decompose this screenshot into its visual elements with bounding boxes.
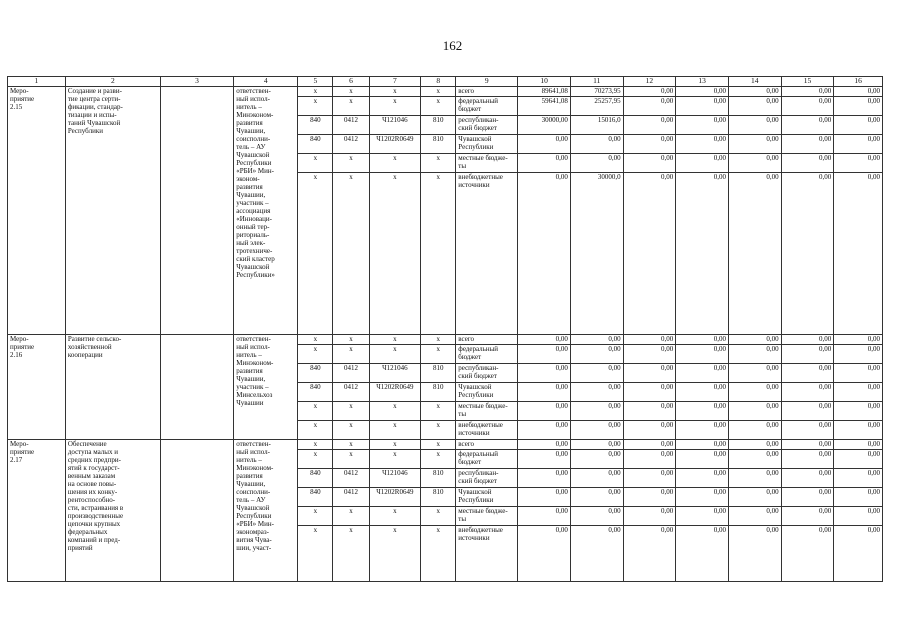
- funding-source: всего: [456, 87, 518, 97]
- amount-cell: 0,00: [623, 364, 676, 383]
- col-header: 1: [8, 77, 66, 87]
- activity-number: Меро- приятие 2.15: [8, 87, 66, 335]
- activity-name: Обеспечение доступа малых и средних предпри- ятий к государст- венным заказам на основе повы- шения их конку- рентоспособно- сти, встраивания в производственные цепочки крупных федеральных компаний и пред- приятий: [65, 440, 160, 582]
- amount-cell: 0,00: [834, 421, 883, 440]
- amount-cell: 0,00: [623, 173, 676, 335]
- col-header: 10: [518, 77, 571, 87]
- budget-code: x: [421, 335, 456, 345]
- amount-cell: 0,00: [518, 364, 571, 383]
- amount-cell: 0,00: [834, 450, 883, 469]
- amount-cell: 70273,95: [570, 87, 623, 97]
- amount-cell: 0,00: [518, 526, 571, 582]
- budget-code: x: [421, 402, 456, 421]
- amount-cell: 0,00: [570, 488, 623, 507]
- budget-code: x: [421, 97, 456, 116]
- subprogram-cell: [160, 440, 233, 582]
- amount-cell: 0,00: [781, 87, 834, 97]
- amount-cell: 0,00: [570, 507, 623, 526]
- col-header: 7: [369, 77, 421, 87]
- funding-source: местные бюдже- ты: [456, 154, 518, 173]
- amount-cell: 0,00: [570, 383, 623, 402]
- amount-cell: 0,00: [728, 526, 781, 582]
- amount-cell: 0,00: [623, 421, 676, 440]
- budget-code: x: [421, 450, 456, 469]
- amount-cell: 0,00: [623, 402, 676, 421]
- budget-code: 840: [298, 116, 333, 135]
- amount-cell: 0,00: [518, 154, 571, 173]
- amount-cell: 0,00: [728, 488, 781, 507]
- amount-cell: 0,00: [623, 469, 676, 488]
- amount-cell: 0,00: [518, 507, 571, 526]
- funding-source: Чувашской Республики: [456, 383, 518, 402]
- amount-cell: 0,00: [570, 364, 623, 383]
- funding-source: республикан- ский бюджет: [456, 364, 518, 383]
- amount-cell: 0,00: [676, 154, 729, 173]
- amount-cell: 89641,08: [518, 87, 571, 97]
- amount-cell: 0,00: [728, 335, 781, 345]
- funding-source: Чувашской Республики: [456, 135, 518, 154]
- budget-code: x: [298, 87, 333, 97]
- amount-cell: 0,00: [570, 335, 623, 345]
- amount-cell: 15016,0: [570, 116, 623, 135]
- amount-cell: 0,00: [728, 87, 781, 97]
- budget-code: Ч121046: [369, 116, 421, 135]
- amount-cell: 0,00: [623, 507, 676, 526]
- amount-cell: 0,00: [623, 488, 676, 507]
- amount-cell: 0,00: [676, 440, 729, 450]
- budget-code: x: [333, 507, 369, 526]
- budget-code: x: [298, 507, 333, 526]
- budget-code: x: [369, 402, 421, 421]
- col-header: 4: [234, 77, 298, 87]
- amount-cell: 0,00: [676, 135, 729, 154]
- table-row: [8, 440, 883, 450]
- amount-cell: 0,00: [623, 383, 676, 402]
- budget-code: x: [369, 87, 421, 97]
- budget-code: x: [333, 335, 369, 345]
- amount-cell: 0,00: [570, 469, 623, 488]
- activity-name: Развитие сельско- хозяйственной кооперации: [65, 335, 160, 440]
- amount-cell: 0,00: [781, 154, 834, 173]
- amount-cell: 0,00: [518, 469, 571, 488]
- amount-cell: 0,00: [781, 335, 834, 345]
- budget-code: 840: [298, 383, 333, 402]
- budget-code: 840: [298, 488, 333, 507]
- budget-code: x: [298, 440, 333, 450]
- amount-cell: 0,00: [781, 450, 834, 469]
- amount-cell: 0,00: [623, 97, 676, 116]
- amount-cell: 0,00: [728, 116, 781, 135]
- budget-code: x: [333, 87, 369, 97]
- budget-code: x: [298, 345, 333, 364]
- budget-code: x: [333, 154, 369, 173]
- budget-code: x: [421, 87, 456, 97]
- amount-cell: 0,00: [781, 173, 834, 335]
- amount-cell: 0,00: [518, 383, 571, 402]
- amount-cell: 0,00: [728, 97, 781, 116]
- amount-cell: 0,00: [834, 364, 883, 383]
- budget-code: x: [369, 335, 421, 345]
- funding-source: местные бюдже- ты: [456, 402, 518, 421]
- budget-code: 840: [298, 469, 333, 488]
- amount-cell: 0,00: [781, 440, 834, 450]
- funding-source: республикан- ский бюджет: [456, 469, 518, 488]
- budget-code: 810: [421, 488, 456, 507]
- amount-cell: 0,00: [676, 450, 729, 469]
- budget-code: x: [298, 421, 333, 440]
- budget-code: x: [421, 440, 456, 450]
- funding-source: федеральный бюджет: [456, 345, 518, 364]
- col-header: 11: [570, 77, 623, 87]
- amount-cell: 0,00: [570, 421, 623, 440]
- amount-cell: 0,00: [834, 116, 883, 135]
- budget-code: x: [333, 440, 369, 450]
- amount-cell: 0,00: [834, 507, 883, 526]
- amount-cell: 0,00: [676, 116, 729, 135]
- budget-code: x: [369, 507, 421, 526]
- col-header: 12: [623, 77, 676, 87]
- amount-cell: 0,00: [781, 345, 834, 364]
- amount-cell: 0,00: [518, 173, 571, 335]
- budget-code: x: [369, 440, 421, 450]
- budget-code: 0412: [333, 383, 369, 402]
- budget-code: Ч1202R0649: [369, 383, 421, 402]
- budget-code: 0412: [333, 488, 369, 507]
- amount-cell: 0,00: [781, 116, 834, 135]
- col-header: 2: [65, 77, 160, 87]
- amount-cell: 0,00: [570, 402, 623, 421]
- amount-cell: 0,00: [518, 440, 571, 450]
- amount-cell: 0,00: [623, 87, 676, 97]
- budget-code: 810: [421, 116, 456, 135]
- amount-cell: 0,00: [728, 364, 781, 383]
- col-header: 8: [421, 77, 456, 87]
- budget-code: x: [298, 97, 333, 116]
- amount-cell: 0,00: [834, 97, 883, 116]
- amount-cell: 0,00: [676, 335, 729, 345]
- amount-cell: 0,00: [728, 421, 781, 440]
- budget-code: x: [298, 450, 333, 469]
- budget-code: x: [333, 526, 369, 582]
- amount-cell: 0,00: [834, 440, 883, 450]
- table-row: [8, 87, 883, 97]
- budget-code: x: [298, 173, 333, 335]
- budget-table: [7, 76, 883, 582]
- amount-cell: 0,00: [728, 383, 781, 402]
- amount-cell: 0,00: [834, 345, 883, 364]
- budget-code: 0412: [333, 469, 369, 488]
- budget-code: 0412: [333, 116, 369, 135]
- amount-cell: 0,00: [623, 450, 676, 469]
- amount-cell: 0,00: [834, 335, 883, 345]
- budget-code: x: [421, 345, 456, 364]
- amount-cell: 0,00: [728, 402, 781, 421]
- budget-code: x: [369, 173, 421, 335]
- funding-source: местные бюдже- ты: [456, 507, 518, 526]
- amount-cell: 0,00: [676, 402, 729, 421]
- budget-code: Ч121046: [369, 364, 421, 383]
- amount-cell: 0,00: [676, 173, 729, 335]
- budget-code: x: [421, 526, 456, 582]
- amount-cell: 0,00: [834, 383, 883, 402]
- budget-code: x: [369, 450, 421, 469]
- amount-cell: 0,00: [676, 383, 729, 402]
- budget-code: x: [421, 173, 456, 335]
- amount-cell: 0,00: [676, 345, 729, 364]
- col-header: 13: [676, 77, 729, 87]
- amount-cell: 0,00: [518, 421, 571, 440]
- amount-cell: 0,00: [781, 97, 834, 116]
- amount-cell: 0,00: [518, 335, 571, 345]
- budget-code: x: [369, 526, 421, 582]
- executor-cell: ответствен- ный испол- нитель – Минэконом- развития Чувашии, участник – Минсельхоз Чувашии: [234, 335, 298, 440]
- amount-cell: 0,00: [834, 469, 883, 488]
- amount-cell: 0,00: [570, 154, 623, 173]
- funding-source: всего: [456, 335, 518, 345]
- activity-name: Создание и разви- тие центра серти- фикации, стандар- тизации и испы- таний Чувашской Республики: [65, 87, 160, 335]
- amount-cell: 0,00: [834, 173, 883, 335]
- amount-cell: 0,00: [518, 345, 571, 364]
- budget-code: x: [298, 335, 333, 345]
- amount-cell: 0,00: [623, 135, 676, 154]
- budget-code: x: [333, 97, 369, 116]
- col-header: 15: [781, 77, 834, 87]
- budget-code: 840: [298, 364, 333, 383]
- amount-cell: 30000,0: [570, 173, 623, 335]
- amount-cell: 0,00: [518, 488, 571, 507]
- budget-code: 810: [421, 364, 456, 383]
- col-header: 3: [160, 77, 233, 87]
- budget-code: x: [298, 526, 333, 582]
- budget-code: x: [421, 421, 456, 440]
- budget-code: 0412: [333, 135, 369, 154]
- col-header: 5: [298, 77, 333, 87]
- activity-number: Меро- приятие 2.16: [8, 335, 66, 440]
- amount-cell: 0,00: [518, 402, 571, 421]
- funding-source: федеральный бюджет: [456, 97, 518, 116]
- amount-cell: 0,00: [728, 450, 781, 469]
- amount-cell: 0,00: [834, 154, 883, 173]
- amount-cell: 0,00: [623, 335, 676, 345]
- amount-cell: 0,00: [728, 345, 781, 364]
- amount-cell: 0,00: [781, 402, 834, 421]
- budget-code: x: [421, 507, 456, 526]
- amount-cell: 0,00: [676, 97, 729, 116]
- amount-cell: 0,00: [623, 345, 676, 364]
- amount-cell: 0,00: [834, 402, 883, 421]
- budget-code: Ч1202R0649: [369, 135, 421, 154]
- budget-code: Ч1202R0649: [369, 488, 421, 507]
- budget-code: x: [333, 450, 369, 469]
- amount-cell: 0,00: [676, 507, 729, 526]
- amount-cell: 30000,00: [518, 116, 571, 135]
- amount-cell: 0,00: [781, 469, 834, 488]
- amount-cell: 0,00: [518, 135, 571, 154]
- subprogram-cell: [160, 335, 233, 440]
- amount-cell: 0,00: [781, 383, 834, 402]
- budget-code: 810: [421, 469, 456, 488]
- amount-cell: 0,00: [781, 488, 834, 507]
- budget-code: 810: [421, 135, 456, 154]
- amount-cell: 0,00: [728, 507, 781, 526]
- amount-cell: 0,00: [781, 421, 834, 440]
- amount-cell: 0,00: [728, 173, 781, 335]
- amount-cell: 0,00: [570, 526, 623, 582]
- col-header: 6: [333, 77, 369, 87]
- amount-cell: 0,00: [834, 87, 883, 97]
- budget-code: x: [333, 173, 369, 335]
- amount-cell: 0,00: [676, 364, 729, 383]
- amount-cell: 0,00: [623, 440, 676, 450]
- funding-source: внебюджетные источники: [456, 526, 518, 582]
- budget-code: x: [298, 402, 333, 421]
- amount-cell: 0,00: [728, 135, 781, 154]
- budget-code: x: [369, 345, 421, 364]
- budget-code: x: [369, 154, 421, 173]
- executor-cell: ответствен- ный испол- нитель – Минэконом- развития Чувашии, соисполни- тель – АУ Чувашской Республики «РБИ» Мин- эконом- развития Чувашии, участник – ассоциация «Инноваци- онный тер- риториаль- ный элек- тротехниче- ский кластер Чувашской Республики»: [234, 87, 298, 335]
- amount-cell: 0,00: [623, 526, 676, 582]
- amount-cell: 59641,08: [518, 97, 571, 116]
- amount-cell: 25257,95: [570, 97, 623, 116]
- amount-cell: 0,00: [676, 87, 729, 97]
- budget-code: 0412: [333, 364, 369, 383]
- amount-cell: 0,00: [834, 488, 883, 507]
- funding-source: республикан- ский бюджет: [456, 116, 518, 135]
- funding-source: внебюджетные источники: [456, 173, 518, 335]
- budget-code: x: [369, 421, 421, 440]
- header-row: [8, 77, 883, 87]
- amount-cell: 0,00: [570, 440, 623, 450]
- funding-source: Чувашской Республики: [456, 488, 518, 507]
- amount-cell: 0,00: [728, 469, 781, 488]
- funding-source: внебюджетные источники: [456, 421, 518, 440]
- amount-cell: 0,00: [570, 450, 623, 469]
- amount-cell: 0,00: [676, 469, 729, 488]
- subprogram-cell: [160, 87, 233, 335]
- amount-cell: 0,00: [518, 450, 571, 469]
- amount-cell: 0,00: [781, 507, 834, 526]
- amount-cell: 0,00: [570, 345, 623, 364]
- amount-cell: 0,00: [570, 135, 623, 154]
- col-header: 9: [456, 77, 518, 87]
- executor-cell: ответствен- ный испол- нитель – Минэконом- развития Чувашии, соисполни- тель – АУ Чувашской Республики «РБИ» Мин- экономраз- вития Чува- шии, участ-: [234, 440, 298, 582]
- budget-code: Ч121046: [369, 469, 421, 488]
- budget-code: x: [369, 97, 421, 116]
- funding-source: всего: [456, 440, 518, 450]
- amount-cell: 0,00: [781, 364, 834, 383]
- page-number: 162: [442, 38, 463, 53]
- amount-cell: 0,00: [781, 135, 834, 154]
- amount-cell: 0,00: [834, 526, 883, 582]
- amount-cell: 0,00: [728, 154, 781, 173]
- col-header: 16: [834, 77, 883, 87]
- amount-cell: 0,00: [781, 526, 834, 582]
- amount-cell: 0,00: [623, 154, 676, 173]
- amount-cell: 0,00: [676, 421, 729, 440]
- budget-code: 810: [421, 383, 456, 402]
- table-row: [8, 335, 883, 345]
- amount-cell: 0,00: [676, 488, 729, 507]
- amount-cell: 0,00: [676, 526, 729, 582]
- amount-cell: 0,00: [834, 135, 883, 154]
- funding-source: федеральный бюджет: [456, 450, 518, 469]
- budget-code: x: [333, 402, 369, 421]
- budget-code: x: [333, 421, 369, 440]
- budget-code: 840: [298, 135, 333, 154]
- budget-code: x: [298, 154, 333, 173]
- amount-cell: 0,00: [623, 116, 676, 135]
- budget-code: x: [421, 154, 456, 173]
- amount-cell: 0,00: [728, 440, 781, 450]
- budget-code: x: [333, 345, 369, 364]
- activity-number: Меро- приятие 2.17: [8, 440, 66, 582]
- col-header: 14: [728, 77, 781, 87]
